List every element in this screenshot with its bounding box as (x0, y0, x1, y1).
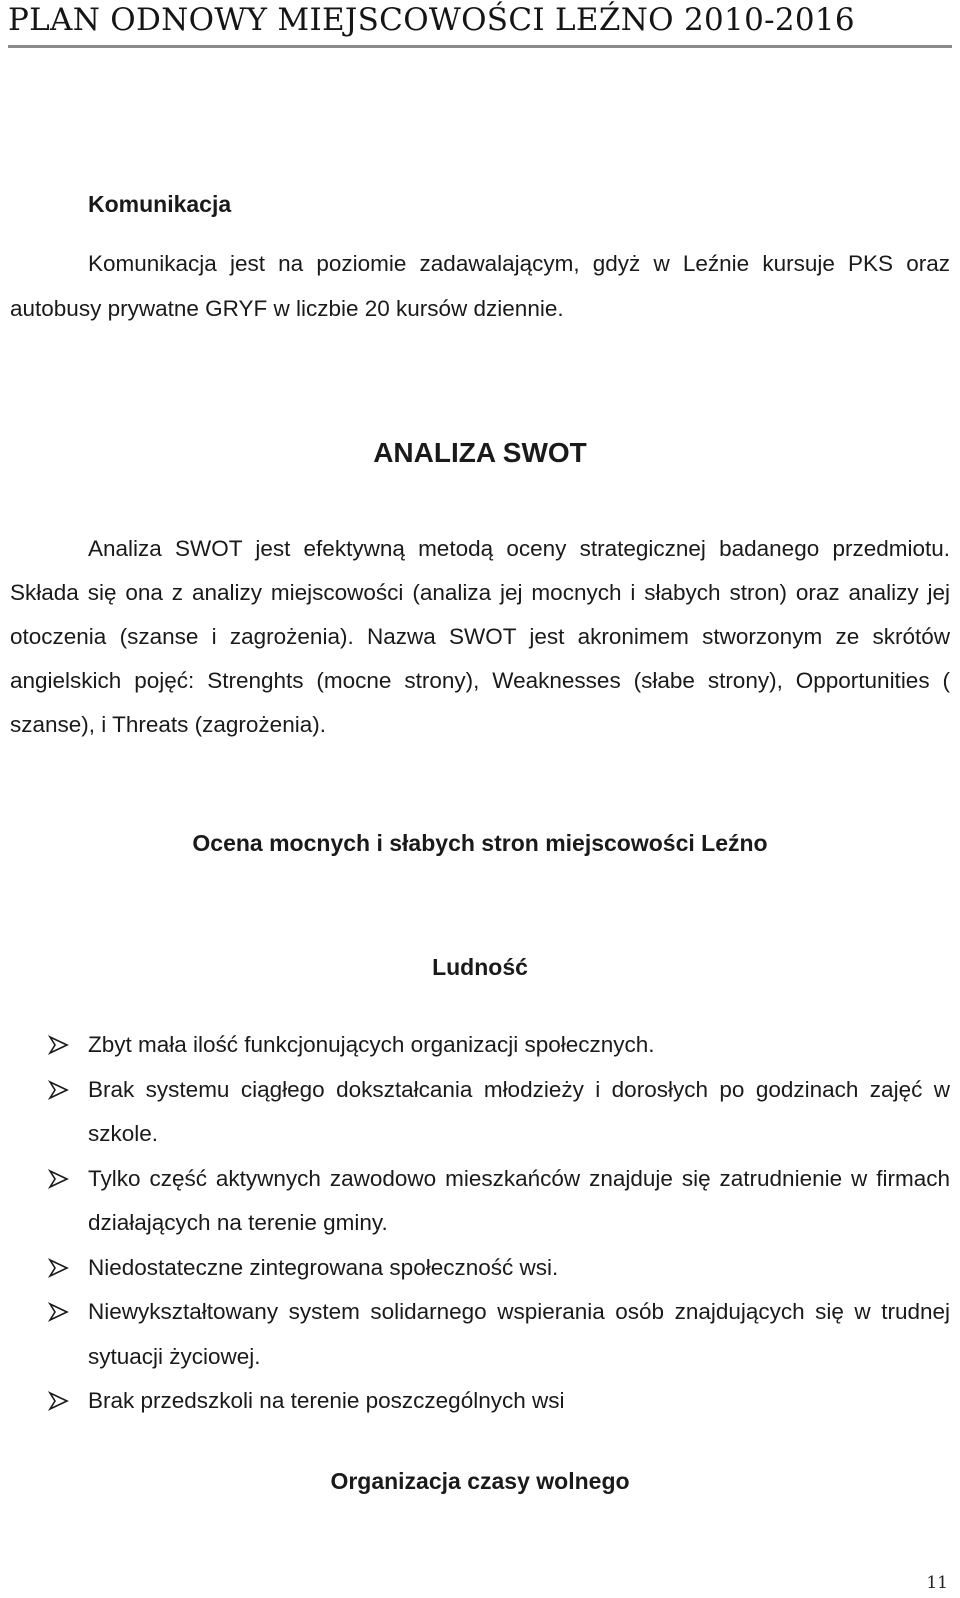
list-item-text: Tylko część aktywnych zawodowo mieszkańców znajduje się zatrudnienie w firmach działających na terenie gminy. (88, 1165, 950, 1235)
list-item-text: Niewykształtowany system solidarnego wspierania osób znajdujących się w trudnej sytuacji życiowej. (88, 1299, 950, 1369)
paragraph-swot: Analiza SWOT jest efektywną metodą oceny strategicznej badanego przedmiotu. Składa się ona z analizy miejscowości (analiza jej mocnych i słabych stron) oraz analizy jej otoczenia (szanse i zagrożenia). Nazwa SWOT jest akronimem stworzonym ze skrótów angielskich pojęć: Strenghts (mocne strony), Weaknesses (słabe strony), Opportunities ( szanse), i Threats (zagrożenia). (10, 536, 950, 737)
section-heading-ocena: Ocena mocnych i słabych stron miejscowości Leźno (192, 830, 768, 856)
section-heading-swot: ANALIZA SWOT (373, 437, 587, 468)
list-item (10, 1246, 950, 1291)
header-divider (8, 45, 952, 48)
list-item-text: Niedostateczne zintegrowana społeczność wsi. (88, 1254, 559, 1280)
list-item (10, 1379, 950, 1424)
list-item (10, 1290, 950, 1379)
list-item-text: Brak systemu ciągłego dokształcania młodzieży i dorosłych po godzinach zajęć w szkole. (88, 1076, 950, 1146)
arrow-bullet-icon (48, 1391, 70, 1411)
section-heading-komunikacja: Komunikacja (88, 191, 232, 217)
arrow-bullet-icon (48, 1035, 70, 1055)
arrow-bullet-icon (48, 1169, 70, 1189)
page-number: 11 (926, 1573, 948, 1593)
list-item-text: Brak przedszkoli na terenie poszczególnych wsi (88, 1388, 565, 1413)
arrow-bullet-icon (48, 1302, 70, 1322)
document-header-title: PLAN ODNOWY MIEJSCOWOŚCI LEŹNO 2010-2016 (8, 2, 855, 38)
arrow-bullet-icon (48, 1258, 70, 1278)
ludnosc-bullet-list (10, 1023, 950, 1424)
arrow-bullet-icon (48, 1080, 70, 1100)
paragraph-komunikacja: Komunikacja jest na poziomie zadawalającym, gdyż w Leźnie kursuje PKS oraz autobusy prywatne GRYF w liczbie 20 kursów dziennie. (10, 251, 950, 321)
list-item (10, 1023, 950, 1068)
section-heading-organizacja: Organizacja czasy wolnego (330, 1468, 630, 1494)
list-item-text: Zbyt mała ilość funkcjonujących organizacji społecznych. (88, 1032, 655, 1057)
list-item (10, 1157, 950, 1246)
list-item (10, 1068, 950, 1157)
section-heading-ludnosc: Ludność (432, 954, 528, 980)
